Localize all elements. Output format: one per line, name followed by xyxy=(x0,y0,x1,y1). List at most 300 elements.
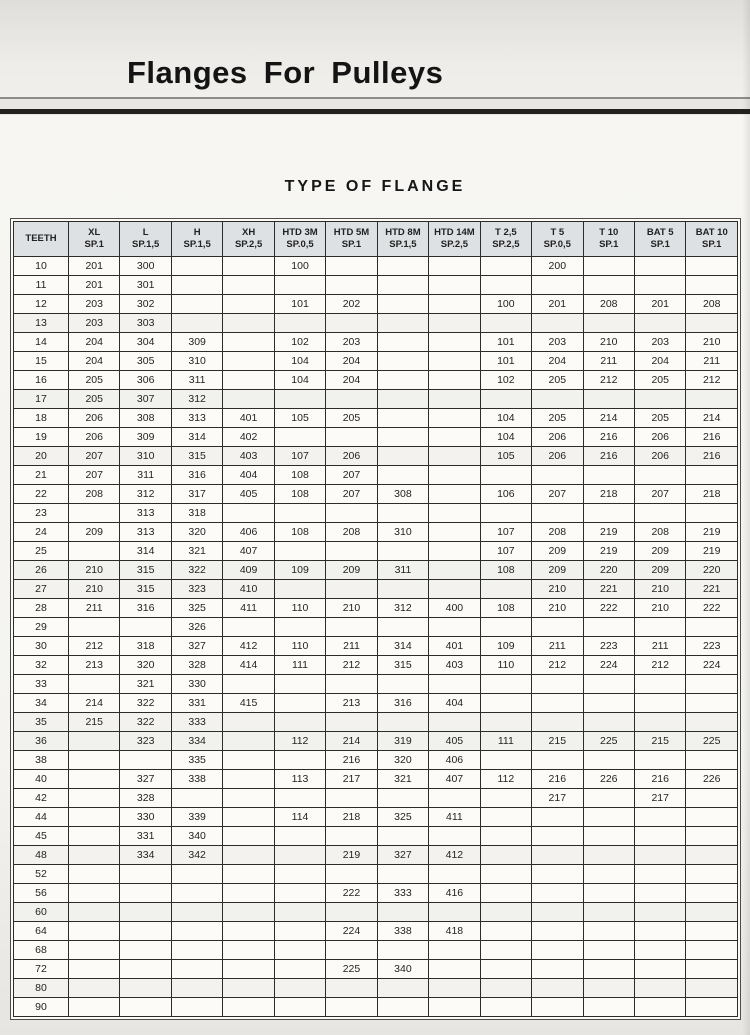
flange-number-cell: 317 xyxy=(171,485,222,504)
flange-number-cell xyxy=(274,390,325,409)
flange-number-cell xyxy=(377,580,428,599)
flange-number-cell xyxy=(326,580,377,599)
flange-number-cell: 216 xyxy=(686,447,738,466)
flange-number-cell: 315 xyxy=(377,656,428,675)
teeth-cell: 30 xyxy=(14,637,69,656)
flange-number-cell: 412 xyxy=(223,637,274,656)
flange-number-cell: 318 xyxy=(120,637,171,656)
flange-number-cell xyxy=(120,922,171,941)
teeth-cell: 20 xyxy=(14,447,69,466)
flange-number-cell xyxy=(223,960,274,979)
flange-number-cell: 305 xyxy=(120,352,171,371)
flange-number-cell: 406 xyxy=(429,751,480,770)
flange-number-cell: 409 xyxy=(223,561,274,580)
flange-number-cell xyxy=(634,276,685,295)
flange-number-cell: 219 xyxy=(326,846,377,865)
flange-number-cell: 217 xyxy=(634,789,685,808)
flange-number-cell xyxy=(326,903,377,922)
flange-number-cell: 220 xyxy=(583,561,634,580)
divider-thick xyxy=(0,109,750,114)
flange-number-cell: 203 xyxy=(69,314,120,333)
flange-number-cell xyxy=(120,884,171,903)
flange-number-cell xyxy=(429,561,480,580)
flange-number-cell: 214 xyxy=(69,694,120,713)
table-row xyxy=(14,333,738,352)
flange-number-cell: 206 xyxy=(634,428,685,447)
flange-number-cell xyxy=(326,713,377,732)
flange-number-cell xyxy=(686,979,738,998)
flange-number-cell: 216 xyxy=(634,770,685,789)
flange-number-cell xyxy=(480,941,531,960)
flange-number-cell: 211 xyxy=(634,637,685,656)
flange-number-cell: 407 xyxy=(429,770,480,789)
flange-number-cell: 300 xyxy=(120,257,171,276)
flange-number-cell xyxy=(69,789,120,808)
flange-number-cell: 206 xyxy=(326,447,377,466)
flange-number-cell: 210 xyxy=(326,599,377,618)
teeth-cell: 19 xyxy=(14,428,69,447)
flange-number-cell xyxy=(377,941,428,960)
flange-number-cell xyxy=(532,979,583,998)
column-header: BAT 5 SP.1 xyxy=(634,222,685,257)
teeth-cell: 29 xyxy=(14,618,69,637)
flange-number-cell: 328 xyxy=(120,789,171,808)
flange-number-cell xyxy=(223,884,274,903)
flange-number-cell: 312 xyxy=(171,390,222,409)
table-row xyxy=(14,599,738,618)
flange-number-cell: 334 xyxy=(171,732,222,751)
flange-number-cell xyxy=(69,903,120,922)
flange-number-cell xyxy=(120,979,171,998)
flange-number-cell xyxy=(429,352,480,371)
flange-number-cell: 218 xyxy=(326,808,377,827)
flange-number-cell xyxy=(480,827,531,846)
flange-number-cell xyxy=(583,789,634,808)
flange-number-cell: 209 xyxy=(634,561,685,580)
flange-number-cell: 306 xyxy=(120,371,171,390)
flange-number-cell xyxy=(583,276,634,295)
flange-number-cell: 404 xyxy=(223,466,274,485)
flange-number-cell xyxy=(69,675,120,694)
flange-number-cell: 404 xyxy=(429,694,480,713)
column-header: T 2,5 SP.2,5 xyxy=(480,222,531,257)
flange-number-cell: 411 xyxy=(223,599,274,618)
flange-number-cell xyxy=(326,941,377,960)
table-row xyxy=(14,542,738,561)
flange-number-cell: 201 xyxy=(69,257,120,276)
flange-number-cell: 110 xyxy=(274,599,325,618)
flange-number-cell xyxy=(583,960,634,979)
flange-number-cell: 403 xyxy=(429,656,480,675)
teeth-cell: 27 xyxy=(14,580,69,599)
flange-number-cell xyxy=(686,941,738,960)
flange-number-cell xyxy=(583,979,634,998)
flange-number-cell: 331 xyxy=(171,694,222,713)
flange-number-cell: 311 xyxy=(377,561,428,580)
flange-number-cell: 108 xyxy=(274,523,325,542)
flange-number-cell: 101 xyxy=(480,352,531,371)
flange-table xyxy=(13,221,738,1017)
flange-number-cell xyxy=(429,998,480,1017)
flange-number-cell: 208 xyxy=(326,523,377,542)
flange-number-cell xyxy=(171,941,222,960)
flange-number-cell: 334 xyxy=(120,846,171,865)
teeth-cell: 80 xyxy=(14,979,69,998)
flange-number-cell xyxy=(377,827,428,846)
flange-number-cell xyxy=(634,390,685,409)
flange-number-cell xyxy=(583,941,634,960)
flange-number-cell xyxy=(377,428,428,447)
flange-number-cell: 321 xyxy=(377,770,428,789)
flange-number-cell xyxy=(429,580,480,599)
flange-number-cell: 206 xyxy=(634,447,685,466)
flange-number-cell xyxy=(634,998,685,1017)
teeth-cell: 32 xyxy=(14,656,69,675)
flange-number-cell: 204 xyxy=(326,371,377,390)
flange-number-cell xyxy=(223,979,274,998)
flange-number-cell xyxy=(377,504,428,523)
flange-number-cell xyxy=(274,694,325,713)
flange-number-cell xyxy=(223,371,274,390)
flange-table-frame xyxy=(10,218,741,1020)
flange-number-cell: 212 xyxy=(326,656,377,675)
flange-number-cell xyxy=(686,466,738,485)
flange-number-cell: 108 xyxy=(274,485,325,504)
flange-number-cell: 219 xyxy=(686,542,738,561)
flange-number-cell xyxy=(532,675,583,694)
flange-number-cell xyxy=(326,998,377,1017)
flange-number-cell: 211 xyxy=(326,637,377,656)
flange-number-cell xyxy=(686,504,738,523)
table-row xyxy=(14,941,738,960)
flange-number-cell: 312 xyxy=(377,599,428,618)
flange-number-cell: 226 xyxy=(583,770,634,789)
flange-number-cell xyxy=(583,846,634,865)
flange-number-cell xyxy=(274,846,325,865)
flange-number-cell xyxy=(429,618,480,637)
flange-number-cell xyxy=(377,314,428,333)
flange-number-cell: 335 xyxy=(171,751,222,770)
teeth-cell: 21 xyxy=(14,466,69,485)
flange-number-cell: 325 xyxy=(377,808,428,827)
flange-number-cell xyxy=(274,903,325,922)
flange-number-cell xyxy=(223,295,274,314)
flange-number-cell: 342 xyxy=(171,846,222,865)
teeth-cell: 38 xyxy=(14,751,69,770)
teeth-cell: 72 xyxy=(14,960,69,979)
column-header: T 10 SP.1 xyxy=(583,222,634,257)
flange-number-cell xyxy=(223,865,274,884)
flange-number-cell xyxy=(686,884,738,903)
flange-number-cell xyxy=(532,390,583,409)
flange-number-cell xyxy=(171,960,222,979)
flange-number-cell: 102 xyxy=(480,371,531,390)
table-row xyxy=(14,922,738,941)
flange-number-cell xyxy=(223,770,274,789)
flange-number-cell: 104 xyxy=(274,352,325,371)
table-row xyxy=(14,409,738,428)
table-row xyxy=(14,808,738,827)
flange-number-cell: 325 xyxy=(171,599,222,618)
table-row xyxy=(14,371,738,390)
flange-number-cell xyxy=(171,295,222,314)
flange-number-cell xyxy=(377,466,428,485)
flange-number-cell xyxy=(274,428,325,447)
flange-number-cell: 209 xyxy=(532,561,583,580)
flange-number-cell xyxy=(532,998,583,1017)
flange-number-cell: 207 xyxy=(532,485,583,504)
flange-number-cell xyxy=(634,694,685,713)
flange-number-cell: 403 xyxy=(223,447,274,466)
flange-number-cell: 112 xyxy=(480,770,531,789)
column-header: XH SP.2,5 xyxy=(223,222,274,257)
flange-number-cell xyxy=(634,808,685,827)
flange-number-cell xyxy=(429,713,480,732)
flange-number-cell: 204 xyxy=(326,352,377,371)
flange-number-cell: 214 xyxy=(583,409,634,428)
flange-number-cell xyxy=(583,884,634,903)
flange-number-cell: 221 xyxy=(583,580,634,599)
table-row xyxy=(14,751,738,770)
flange-number-cell: 321 xyxy=(120,675,171,694)
teeth-cell: 48 xyxy=(14,846,69,865)
flange-number-cell xyxy=(532,751,583,770)
flange-number-cell: 340 xyxy=(377,960,428,979)
flange-number-cell: 340 xyxy=(171,827,222,846)
flange-number-cell: 320 xyxy=(120,656,171,675)
flange-number-cell: 315 xyxy=(120,580,171,599)
flange-number-cell xyxy=(686,618,738,637)
flange-number-cell: 217 xyxy=(532,789,583,808)
column-header: L SP.1,5 xyxy=(120,222,171,257)
page-title: Flanges For Pulleys xyxy=(127,54,444,90)
table-row xyxy=(14,390,738,409)
column-header: HTD 5M SP.1 xyxy=(326,222,377,257)
flange-number-cell xyxy=(480,903,531,922)
flange-number-cell xyxy=(429,979,480,998)
table-row xyxy=(14,466,738,485)
flange-number-cell xyxy=(274,314,325,333)
table-row xyxy=(14,846,738,865)
flange-number-cell xyxy=(686,314,738,333)
flange-number-cell xyxy=(69,941,120,960)
flange-number-cell: 108 xyxy=(480,599,531,618)
flange-number-cell xyxy=(171,865,222,884)
flange-number-cell xyxy=(634,846,685,865)
flange-number-cell: 202 xyxy=(326,295,377,314)
flange-number-cell: 401 xyxy=(429,637,480,656)
flange-number-cell xyxy=(429,865,480,884)
flange-number-cell xyxy=(634,675,685,694)
flange-number-cell xyxy=(480,808,531,827)
flange-number-cell: 206 xyxy=(532,428,583,447)
flange-number-cell: 326 xyxy=(171,618,222,637)
table-row xyxy=(14,523,738,542)
flange-number-cell xyxy=(223,333,274,352)
table-row xyxy=(14,561,738,580)
table-row xyxy=(14,998,738,1017)
flange-number-cell xyxy=(69,770,120,789)
flange-number-cell: 315 xyxy=(120,561,171,580)
flange-number-cell: 314 xyxy=(171,428,222,447)
flange-number-cell: 210 xyxy=(69,561,120,580)
flange-number-cell: 401 xyxy=(223,409,274,428)
flange-number-cell xyxy=(583,713,634,732)
flange-number-cell xyxy=(377,618,428,637)
flange-number-cell: 410 xyxy=(223,580,274,599)
column-header: XL SP.1 xyxy=(69,222,120,257)
flange-number-cell: 406 xyxy=(223,523,274,542)
flange-number-cell: 102 xyxy=(274,333,325,352)
flange-number-cell xyxy=(223,903,274,922)
flange-number-cell xyxy=(377,447,428,466)
flange-number-cell xyxy=(326,390,377,409)
flange-number-cell: 209 xyxy=(532,542,583,561)
flange-number-cell xyxy=(223,257,274,276)
table-row xyxy=(14,960,738,979)
flange-number-cell xyxy=(377,542,428,561)
flange-number-cell: 222 xyxy=(583,599,634,618)
scan-edge-shadow xyxy=(742,0,750,1035)
flange-number-cell: 308 xyxy=(120,409,171,428)
flange-number-cell xyxy=(480,466,531,485)
flange-number-cell xyxy=(480,960,531,979)
flange-number-cell: 206 xyxy=(69,428,120,447)
flange-number-cell xyxy=(274,751,325,770)
flange-number-cell xyxy=(532,846,583,865)
flange-number-cell xyxy=(480,789,531,808)
flange-number-cell: 225 xyxy=(583,732,634,751)
flange-number-cell xyxy=(326,542,377,561)
flange-number-cell: 210 xyxy=(532,580,583,599)
flange-number-cell: 315 xyxy=(171,447,222,466)
flange-number-cell: 109 xyxy=(480,637,531,656)
divider-thin xyxy=(0,97,750,99)
flange-number-cell: 224 xyxy=(686,656,738,675)
teeth-cell: 26 xyxy=(14,561,69,580)
flange-number-cell xyxy=(69,827,120,846)
flange-number-cell xyxy=(120,618,171,637)
flange-number-cell xyxy=(686,694,738,713)
flange-number-cell: 216 xyxy=(532,770,583,789)
flange-number-cell xyxy=(120,998,171,1017)
flange-number-cell: 216 xyxy=(326,751,377,770)
flange-number-cell xyxy=(583,998,634,1017)
teeth-cell: 14 xyxy=(14,333,69,352)
flange-number-cell xyxy=(429,827,480,846)
flange-number-cell: 206 xyxy=(532,447,583,466)
flange-number-cell: 220 xyxy=(686,561,738,580)
flange-number-cell: 111 xyxy=(480,732,531,751)
flange-number-cell: 107 xyxy=(480,523,531,542)
flange-number-cell: 205 xyxy=(532,409,583,428)
flange-number-cell xyxy=(274,618,325,637)
flange-number-cell: 221 xyxy=(686,580,738,599)
flange-number-cell xyxy=(429,542,480,561)
flange-number-cell xyxy=(686,675,738,694)
flange-number-cell: 212 xyxy=(69,637,120,656)
flange-number-cell: 308 xyxy=(377,485,428,504)
flange-number-cell: 311 xyxy=(171,371,222,390)
teeth-cell: 24 xyxy=(14,523,69,542)
flange-number-cell xyxy=(429,789,480,808)
flange-number-cell: 203 xyxy=(634,333,685,352)
flange-number-cell xyxy=(377,295,428,314)
flange-number-cell: 104 xyxy=(274,371,325,390)
flange-number-cell: 338 xyxy=(377,922,428,941)
flange-number-cell: 314 xyxy=(120,542,171,561)
flange-number-cell: 205 xyxy=(532,371,583,390)
flange-number-cell xyxy=(429,903,480,922)
table-row xyxy=(14,314,738,333)
flange-number-cell xyxy=(532,276,583,295)
flange-number-cell: 204 xyxy=(532,352,583,371)
flange-number-cell: 333 xyxy=(171,713,222,732)
flange-number-cell xyxy=(634,257,685,276)
flange-number-cell: 313 xyxy=(120,523,171,542)
table-row xyxy=(14,618,738,637)
flange-number-cell: 418 xyxy=(429,922,480,941)
flange-number-cell xyxy=(429,523,480,542)
flange-number-cell: 225 xyxy=(326,960,377,979)
flange-number-cell: 303 xyxy=(120,314,171,333)
flange-number-cell xyxy=(686,827,738,846)
flange-number-cell xyxy=(171,922,222,941)
flange-number-cell xyxy=(171,979,222,998)
flange-number-cell: 208 xyxy=(69,485,120,504)
flange-number-cell xyxy=(326,827,377,846)
flange-number-cell xyxy=(686,922,738,941)
flange-number-cell: 204 xyxy=(634,352,685,371)
flange-number-cell: 210 xyxy=(532,599,583,618)
flange-number-cell: 312 xyxy=(120,485,171,504)
flange-number-cell: 310 xyxy=(171,352,222,371)
flange-number-cell: 215 xyxy=(532,732,583,751)
flange-number-cell xyxy=(274,504,325,523)
flange-number-cell xyxy=(686,960,738,979)
flange-number-cell: 416 xyxy=(429,884,480,903)
table-row xyxy=(14,637,738,656)
flange-number-cell: 207 xyxy=(634,485,685,504)
flange-number-cell xyxy=(634,713,685,732)
flange-number-cell xyxy=(686,846,738,865)
flange-number-cell xyxy=(69,846,120,865)
flange-number-cell xyxy=(223,390,274,409)
table-row xyxy=(14,979,738,998)
table-row xyxy=(14,827,738,846)
flange-number-cell: 219 xyxy=(583,542,634,561)
flange-number-cell: 219 xyxy=(583,523,634,542)
table-row xyxy=(14,295,738,314)
flange-number-cell: 210 xyxy=(583,333,634,352)
flange-number-cell xyxy=(532,314,583,333)
flange-number-cell: 400 xyxy=(429,599,480,618)
flange-number-cell xyxy=(686,751,738,770)
flange-number-cell: 211 xyxy=(583,352,634,371)
flange-number-cell xyxy=(120,751,171,770)
flange-number-cell: 205 xyxy=(69,371,120,390)
flange-number-cell: 100 xyxy=(274,257,325,276)
table-row xyxy=(14,580,738,599)
teeth-cell: 44 xyxy=(14,808,69,827)
flange-number-cell xyxy=(583,618,634,637)
flange-number-cell xyxy=(583,865,634,884)
flange-number-cell: 307 xyxy=(120,390,171,409)
flange-number-cell: 316 xyxy=(171,466,222,485)
flange-number-cell: 323 xyxy=(171,580,222,599)
flange-number-cell xyxy=(223,675,274,694)
flange-number-cell xyxy=(634,504,685,523)
